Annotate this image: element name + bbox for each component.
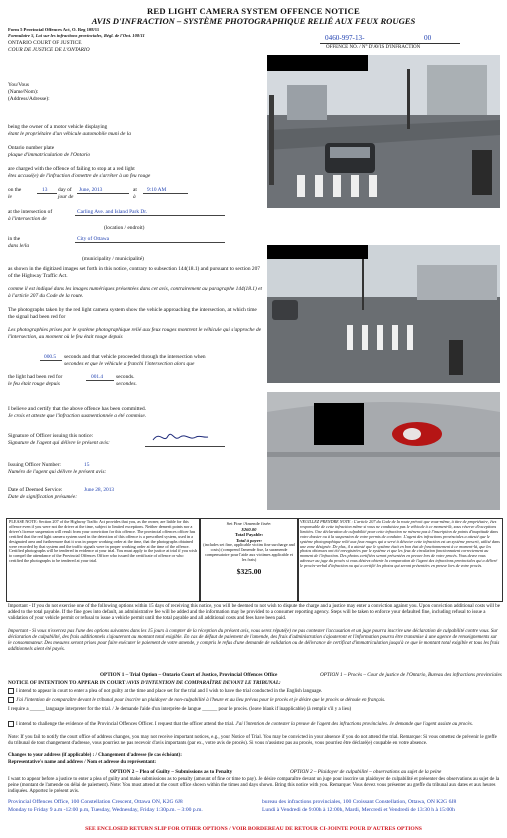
redacted-photo-label-1: [267, 55, 368, 71]
office-hours-en: Monday to Friday 9 a.m -12:00 p.m, Tuesday, Wednesday, Friday 1:30p.m. – 3:00 p.m.: [8, 807, 203, 813]
intersection-photo-2-image: [267, 245, 500, 383]
seconds-text-en: seconds and that vehicle proceeded through the intersection when: [64, 354, 206, 360]
office-address-fr: bureau des infractions provinciales, 100 Croissant Constellation, Ottawa, ON K2G 6J8: [262, 799, 457, 805]
offence-month-year: June, 2013: [79, 187, 103, 193]
please-note-box: [6, 518, 201, 602]
offence-number-label: OFFENCE NO. / N° D'AVIS D'INFRACTION: [326, 45, 421, 50]
option2-text: I want to appear before a justice to enter a plea of guilty and make submissions as to penalty (amount of fine or time to pay). Je désire comparaître devant un juge pour inscrire un plaidoyer de culpabilité et présenter des observations au sujet de la peine (montant de l'amende ou délai de paiement). Note: You must attend at the court office shown within the times and days shown. Bring this notice with you. Remarque: Vous devez vous présenter au greffe du tribunal aux dates et aux heures indiquées. Apportez le présent avis.: [8, 777, 500, 794]
veuillez-box: [297, 518, 503, 602]
option2-heading-fr: OPTION 2 – Plaidoyer de culpabilité – observations au sujet de la peine: [290, 769, 442, 775]
choice-2-label: I intend to challenge the evidence of the Provincial Offences Officer. I request that the officer attend the trial.: [16, 722, 235, 728]
offence-municipality: City of Ottawa: [77, 236, 110, 242]
option1-note: Note: If you fail to notify the court office of address changes, you may not receive important notices, e.g., your Notice of Trial. You may be convicted in your absence if you do not attend the trial. Remarque: Si vous omettez de prévenir le greffe du tribunal de tout changement d'adresse, vous pourriez ne pas recevoir d'avis importants (par ex., votre avis de procès). Si vous n'assistez pas au procès, vous pourriez être déclaré(e) coupable en votre absence.: [8, 735, 497, 746]
on-the-label: on the: [8, 187, 22, 193]
signature-label-en: Signature of Officer issuing this notice:: [8, 433, 94, 439]
signature-label-fr: Signature de l'agent qui délivre le présent avis:: [8, 440, 110, 446]
plate-label-fr: plaque d'immatriculation de l'Ontario: [8, 152, 91, 158]
red-seconds-fr: secondes.: [116, 381, 137, 387]
photo-1: [267, 55, 500, 208]
red-seconds-en: seconds.: [116, 374, 135, 380]
photo-3: [267, 392, 500, 510]
jour-de-label: jour de: [58, 194, 74, 200]
owner-text-en: being the owner of a motor vehicle displaying: [8, 124, 108, 130]
shown-text-en: as shown in the digitized images set forth in this notice, contrary to subsection 144(18.1) and pursuant to section 207 of the Highway Traffic Act.: [8, 266, 260, 279]
addressee-address-label: (Address/Adresse):: [8, 96, 50, 102]
day-of-label: day of: [58, 187, 72, 193]
set-fine-label: Set Fine /Amende fixée:: [226, 521, 272, 526]
municipality-caption: (municipality / municipalité): [82, 256, 144, 262]
option1-notice-fr: AVIS D'INTENTION DE COMPARAÎTRE DEVANT LE TRIBUNAL:: [128, 680, 281, 686]
return-slip-footer: SEE ENCLOSED RETURN SLIP FOR OTHER OPTIONS / VOIR BORDEREAU DE RETOUR CI-JOINTE POUR D'AUTRES OPTIONS: [85, 826, 422, 832]
checkbox-challenge-evidence[interactable]: [8, 721, 14, 727]
in-the-label: in the: [8, 236, 21, 242]
addressee-you: You/Vous: [8, 82, 29, 88]
notice-title-fr: AVIS D'INFRACTION – SYSTÈME PHOTOGRAPHIQUE RELIÉ AUX FEUX ROUGES: [91, 16, 416, 26]
officer-number-label-fr: Numéro de l'agent qui délivre le présent avis:: [8, 469, 107, 475]
option1-choice-2[interactable]: [8, 721, 501, 729]
total-payable-label: Total Payable:: [234, 532, 264, 538]
deemed-date: June 28, 2013: [84, 487, 115, 493]
certify-text-en: I believe and certify that the above offence has been committed.: [8, 406, 147, 412]
intersection-label-en: at the intersection of: [8, 209, 53, 215]
deemed-date-label-en: Date of Deemed Service:: [8, 487, 63, 493]
notice-title-en: RED LIGHT CAMERA SYSTEM OFFENCE NOTICE: [146, 6, 360, 16]
red-for-en: the light had been red for: [8, 374, 63, 380]
certify-text-fr: Je crois et atteste que l'infraction susmentionnée a été commise.: [8, 413, 147, 419]
total-includes-text: (includes set fine, applicable victim fine surcharge and costs) (comprend l'amende fixe, la suramende compensatoire pour l'aide aux victimes applicable et les frais): [203, 542, 295, 563]
set-fine-value: $260.00: [241, 526, 257, 532]
seconds-text-fr: secondes et que le véhicule a franchi l'intersection alors que: [64, 361, 195, 367]
choice-2-fr-label: J'ai l'intention de contester la preuve de l'agent des infractions provinciales. Je demande que l'agent assiste au procès.: [235, 722, 473, 728]
important-text-en: Important - If you do not exercise one of the following options within 15 days of receiving this notice, you will be deemed to not wish to dispute the charge and a justice may enter a conviction against you. Upon conviction additional costs will be added to the total payable. If the fine goes into default, an administrative fee will be added and the information may be provided to a consumer reporting agency. Steps will be taken to enforce your defaulted fine, including refusal to issue a validation of your vehicle permit or refusal to issue a vehicle permit until the total payable and all additional costs and fees have been paid.: [8, 604, 501, 621]
photos-text-en: The photographs taken by the red light camera system show the vehicle approaching the intersection, at which time the signal had been red for: [8, 307, 257, 320]
owner-text-fr: étant le propriétaire d'un véhicule automobile muni de la: [8, 131, 131, 137]
representative-label: Representative's name and address / Nom et adresse du représentant:: [8, 760, 157, 765]
photos-text-fr: Les photographies prises par le système photographique relié aux feux rouges montrent le véhicule qui s'approche de l'intersection, au moment où le feu était rouge depuis: [8, 327, 262, 340]
officer-number-label-en: Issuing Officer Number:: [8, 462, 61, 468]
charged-text-fr: êtes accusé(e) de l'infraction d'omettre de s'arrêter à un feu rouge: [8, 173, 151, 179]
offence-number-suffix: 00: [424, 34, 432, 42]
offence-location: Carling Ave. and Island Park Dr.: [77, 209, 148, 215]
a-label: à: [133, 194, 136, 200]
important-text-fr: Important - Si vous n'exercez pas l'une des options suivantes dans les 15 jours à compter de la réception du présent avis, vous serez réputé(e) ne pas contester l'accusation et un juge pourra inscrire une déclaration de culpabilité contre vous. Sur déclaration de culpabilité, des frais additionnels s'ajouteront au montant total exigible. En cas de défaut de paiement de l'amende, des frais d'administration s'ajouteront et l'information pourra être transmise à une agence de renseignements sur le consommateur. Des mesures seront prises pour faire exécuter le paiement de votre amende, y compris le refus d'une demande de validation ou de délivrance de certificat d'immatriculation jusqu'à ce que le montant total exigible et tous les frais additionnels aient été payés.: [8, 629, 500, 652]
veuillez-text: VEUILLEZ PRENDRE NOTE : L'article 207 du Code de la route prévoit que vous-même, à titre de propriétaire, êtes responsable de cette infraction même si vous ne conduisiez pas le véhicule à ce moment-là, sous réserve d'exceptions limitées. Une déclaration de culpabilité pour cette infraction ne mènera pas à l'inscription de points d'inaptitude dans votre dossier ou à la suspension de votre permis de conduire. L'agent des infractions provinciales a attesté que le système photographique relié aux feux rouges qui a servi à détecter cette infraction est un système prescrit, utilisé dans une zone désignée. De plus, il a attesté que le système était en bon état de fonctionnement à ce moment-là, que les photos obtenues ont été enregistrées par le système et que les feux de circulation fonctionnaient correctement au moment de l'infraction. Des photos certifiées seront présentées en preuve lors de votre procès. Vous devez vous adresser au juge du procès si vous désirez obtenir la comparution de l'agent des infractions provinciales qui a délivré le procès-verbal d'infraction ou qui a certifié les photos qui seront présentées en preuve lors de votre procès.: [300, 519, 500, 569]
fine-box: [199, 518, 299, 602]
option1-heading-fr: OPTION 1 – Procès – Cour de justice de l'Ontario, Bureau des infractions provinciales: [320, 672, 502, 678]
offence-number: 0460-997-13-: [325, 34, 365, 42]
redacted-plate: [314, 403, 364, 445]
total-payable-label-fr: Total à payer:: [235, 537, 263, 543]
seconds-value: 000.5: [44, 354, 57, 360]
please-note-text: PLEASE NOTE: Section 207 of the Highway Traffic Act provides that you, as the owner, are liable for this offence even if you were not the driver at the time, subject to limited exceptions. Neither demerit points nor a driver's licence suspension will result from your conviction for this offence. The provincial offences officer has certified that the red light camera system used in the detection of this offence is a prescribed system, used in a designated area and furthermore that it was in proper working order at the time, that the photographs obtained were recorded by that system and the traffic signals were in proper working order at the time of the offence. Certified photographs will be tendered in evidence at your trial. You must apply to the justice at trial if you wish to compel the attendance of the Provincial Offences Officer who issued the certificate of offence or who certified the photographs to be tendered at your trial.: [9, 519, 197, 564]
option1-choice-1[interactable]: [8, 688, 501, 696]
office-hours-fr: Lundi à Vendredi de 9:00h à 12:00h, Mardi, Mercredi et Vendredi de 13:30 h à 15:00h: [262, 807, 455, 813]
rear-plate-photo-image: [267, 392, 500, 510]
intersection-photo-1-image: [267, 55, 500, 208]
red-for-fr: le feu était rouge depuis: [8, 381, 60, 387]
offence-time: 9:10 AM: [147, 187, 167, 193]
option1-heading: OPTION 1 – Trial Option – Ontario Court of Justice, Provincial Offences Office: [100, 672, 278, 678]
option1-notice-en: NOTICE OF INTENTION TO APPEAR IN COURT /: [8, 680, 128, 686]
intersection-label-fr: à l'intersection de: [8, 216, 47, 222]
form-ref-fr: Formulaire 5, Loi sur les infractions provinciales, Régl. de l'Ont. 108/11: [8, 33, 145, 38]
redacted-photo-label-2: [267, 245, 368, 259]
dans-label: dans le/la: [8, 243, 30, 249]
officer-signature: [150, 428, 210, 446]
checkbox-french-trial[interactable]: [8, 697, 14, 703]
photo-2: [267, 245, 500, 383]
plate-label-en: Ontario number plate: [8, 145, 55, 151]
court-name-en: ONTARIO COURT OF JUSTICE: [8, 40, 82, 46]
red-value: 001.4: [91, 374, 104, 380]
office-address-en: Provincial Offences Office, 100 Constellation Crescent, Ottawa ON, K2G 6J8: [8, 799, 183, 805]
le-label: le: [8, 194, 12, 200]
deemed-date-label-fr: Date de signification présumée:: [8, 494, 78, 500]
shown-text-fr: comme il est indiqué dans les images numériques présentées dans cet avis, contrairement au paragraphe 144(18.1) et à l'article 207 du Code de la route.: [8, 286, 263, 299]
addressee-name-label: (Name/Nom):: [8, 89, 39, 95]
option2-heading: OPTION 2 – Plea of Guilty – Submissions as to Penalty: [110, 769, 233, 775]
choice-1-fr-label: J'ai l'intention de comparaître devant le tribunal pour inscrire un plaidoyer de non-culpabilité à l'heure et au lieu prévus pour le procès et je désire que le procès se déroule en français.: [16, 698, 386, 704]
court-name-fr: COUR DE JUSTICE DE L'ONTARIO: [8, 47, 90, 53]
charged-text-en: are charged with the offence of failing to stop at a red light: [8, 166, 135, 172]
choice-1-label: I intend to appear in court to enter a plea of not guilty at the time and place set for the trial and I wish to have the trial conducted in the English language.: [16, 689, 323, 695]
form-ref-en: Form 5 Provincial Offences Act, O. Reg 108/11: [8, 27, 100, 32]
offence-day: 13: [42, 187, 48, 193]
checkbox-english-trial[interactable]: [8, 688, 14, 694]
interpreter-line: I require a ______ language interpreter for the trial. / Je demande l'aide d'un interprète de langue ______ pour le procès. (leave blank if inapplicable) (à remplir s'il y a lieu): [8, 707, 352, 712]
at-label: at: [133, 187, 137, 193]
option1-choice-1-fr[interactable]: [8, 697, 501, 705]
total-amount: $325.00: [236, 567, 262, 576]
location-caption: (location / endroit): [104, 225, 145, 231]
address-change-label: Changes to your address (if applicable) : / Changement d'adresse (le cas échéant):: [8, 753, 182, 758]
officer-number: 15: [84, 462, 90, 468]
